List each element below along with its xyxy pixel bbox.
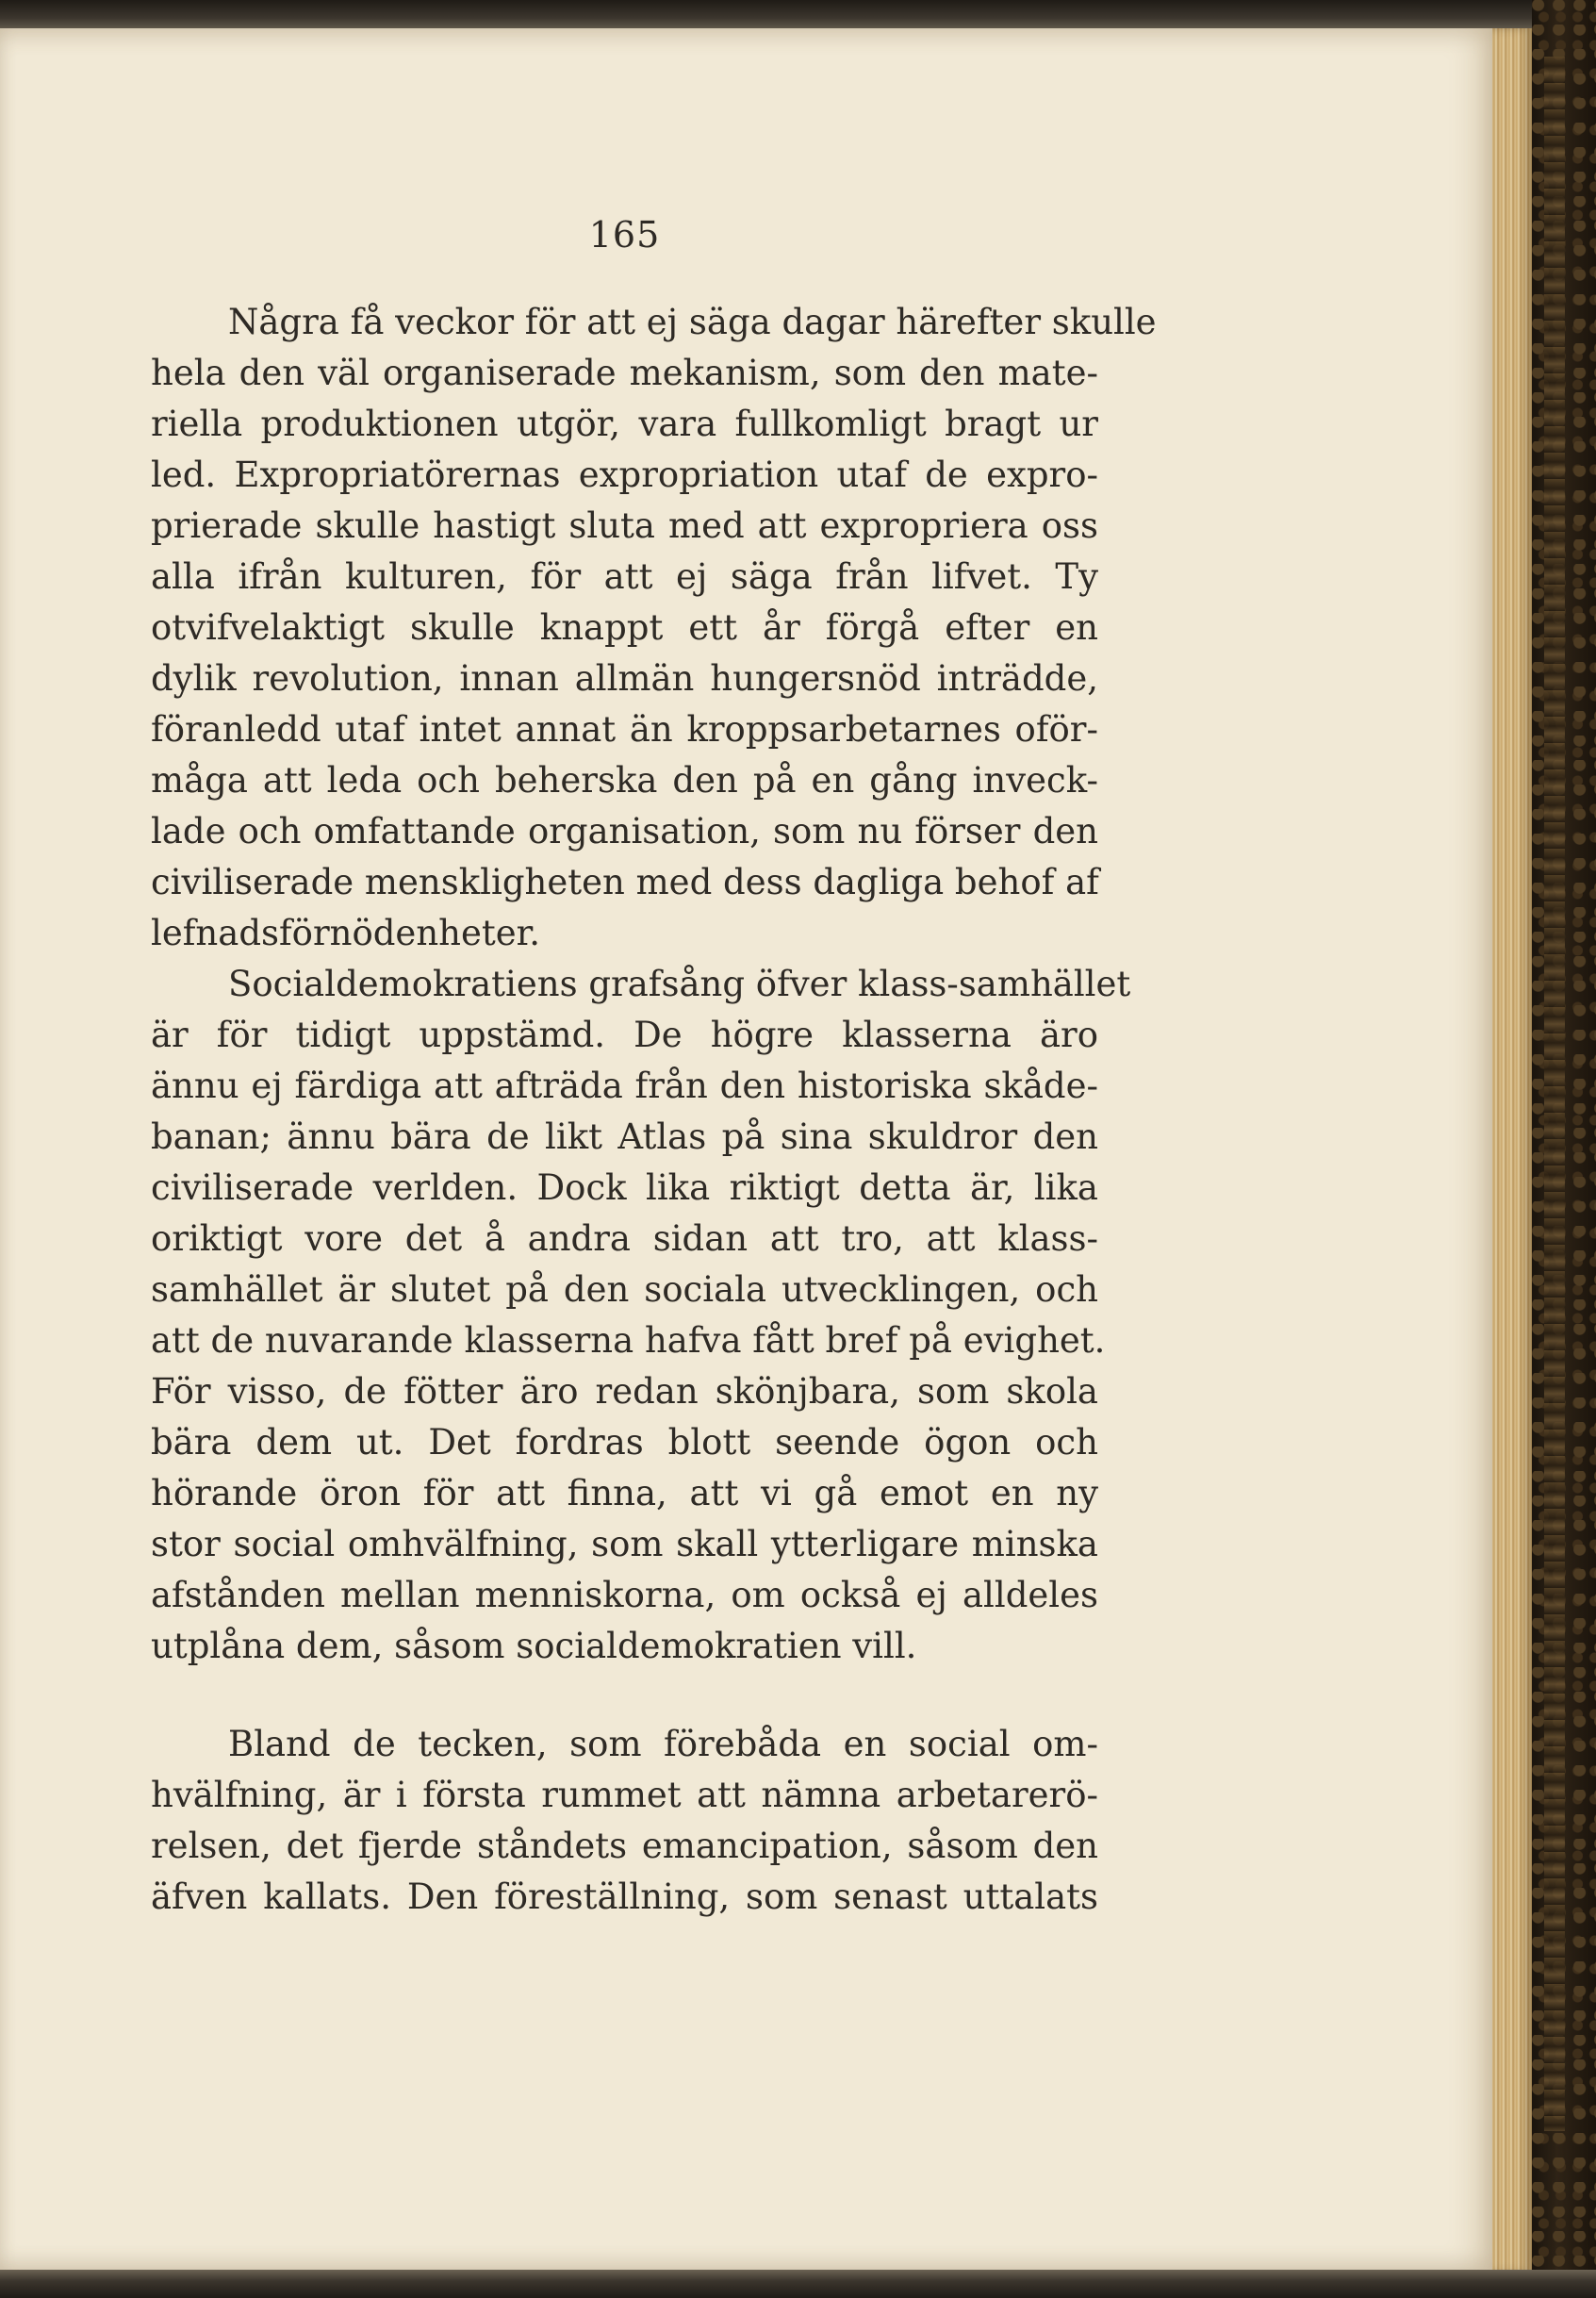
text-line: alla ifrån kulturen, för att ej säga från lifvet. Ty	[151, 556, 1098, 597]
text-line: civiliserade menskligheten med dess dagliga behof af	[151, 862, 1099, 902]
text-line: civiliserade verlden. Dock lika riktigt detta är, lika	[151, 1167, 1098, 1208]
text-line: att de nuvarande klasserna hafva fått bref på evighet.	[151, 1320, 1106, 1361]
text-line: afstånden mellan menniskorna, om också ej alldeles	[151, 1575, 1098, 1615]
text-line: hvälfning, är i första rummet att nämna arbetarerö-	[151, 1775, 1098, 1815]
page-edges	[1492, 28, 1532, 2273]
text-line: riella produktionen utgör, vara fullkomligt bragt ur	[151, 404, 1098, 444]
page-number: 165	[588, 214, 661, 256]
scan-bottom-edge	[0, 2270, 1596, 2298]
text-line: hörande öron för att finna, att vi gå emot en ny	[151, 1473, 1098, 1513]
text-line: Några få veckor för att ej säga dagar härefter skulle	[228, 302, 1157, 342]
text-line: föranledd utaf intet annat än kroppsarbetarnes oför-	[151, 709, 1098, 750]
text-line: äfven kallats. Den föreställning, som senast uttalats	[151, 1876, 1098, 1917]
text-line: banan; ännu bära de likt Atlas på sina skuldror den	[151, 1116, 1098, 1157]
text-line: dylik revolution, innan allmän hungersnöd inträdde,	[151, 658, 1098, 699]
cover-marbling	[1544, 57, 1565, 2131]
text-line: otvifvelaktigt skulle knappt ett år förgå efter en	[151, 607, 1098, 648]
text-line: hela den väl organiserade mekanism, som den mate-	[151, 353, 1098, 393]
text-line: lade och omfattande organisation, som nu förser den	[151, 811, 1098, 851]
text-line: prierade skulle hastigt sluta med att expropriera oss	[151, 505, 1098, 546]
scan-top-edge	[0, 0, 1596, 32]
text-line: oriktigt vore det å andra sidan att tro, att klass-	[151, 1218, 1098, 1259]
text-line: utplåna dem, såsom socialdemokratien vill.	[151, 1626, 917, 1666]
text-line: ännu ej färdiga att afträda från den historiska skåde-	[151, 1066, 1098, 1106]
text-line: måga att leda och beherska den på en gång inveck-	[151, 760, 1098, 801]
text-line: För visso, de fötter äro redan skönjbara, som skola	[151, 1371, 1098, 1412]
text-line: är för tidigt uppstämd. De högre klasserna äro	[151, 1015, 1098, 1055]
text-line: samhället är slutet på den sociala utvecklingen, och	[151, 1269, 1098, 1310]
text-line: stor social omhvälfning, som skall ytterligare minska	[151, 1524, 1098, 1564]
text-line: led. Expropriatörernas expropriation utaf de expro-	[151, 455, 1098, 495]
text-line: lefnadsförnödenheter.	[151, 913, 541, 953]
text-line: Socialdemokratiens grafsång öfver klass-samhället	[228, 964, 1131, 1004]
text-line: Bland de tecken, som förebåda en social om-	[228, 1724, 1098, 1764]
text-line: bära dem ut. Det fordras blott seende ögon och	[151, 1422, 1098, 1463]
text-line: relsen, det fjerde ståndets emancipation, såsom den	[151, 1826, 1098, 1866]
